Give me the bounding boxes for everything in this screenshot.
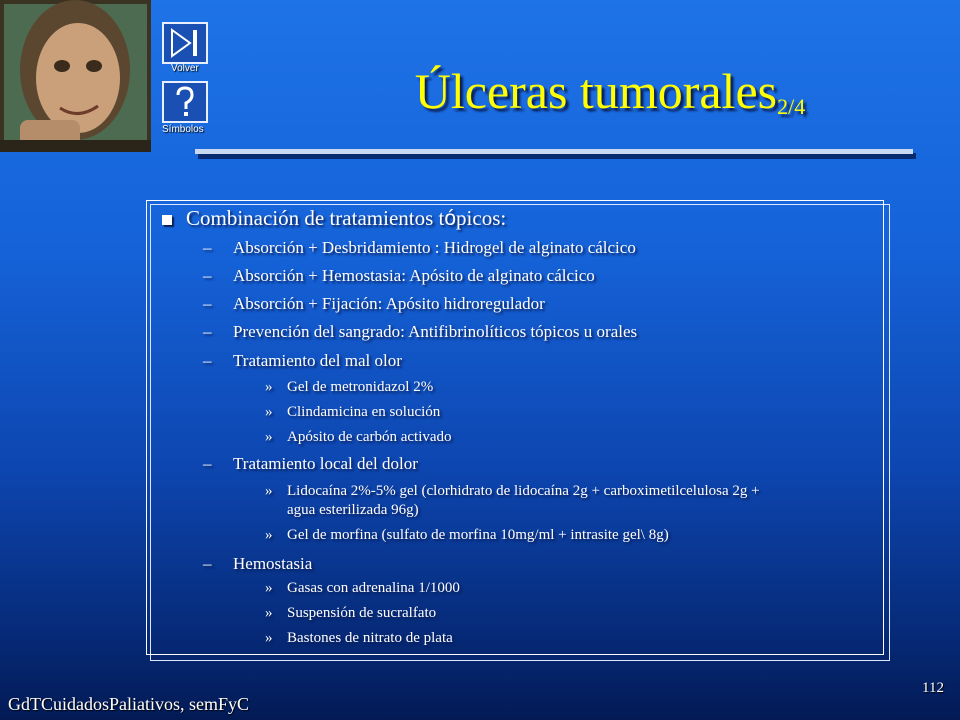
question-mark-icon: [164, 83, 206, 121]
sub-bullet-item: Absorción + Hemostasia: Apósito de alginato cálcico: [233, 266, 595, 285]
slide-title: [330, 62, 890, 120]
back-label: Volver: [171, 63, 199, 74]
footer-credit: GdTCuidadosPaliativos, semFyC: [8, 694, 250, 714]
square-bullet-icon: [162, 215, 172, 225]
chevron-marker: »: [265, 379, 273, 395]
detail-bullet-item: Bastones de nitrato de plata: [287, 630, 453, 646]
sub-bullet-item: Tratamiento local del dolor: [233, 454, 418, 473]
detail-bullet-item: agua esterilizada 96g): [287, 502, 419, 518]
sub-bullet-item: Hemostasia: [233, 554, 313, 573]
detail-bullet-item: Apósito de carbón activado: [287, 429, 452, 445]
dash-marker: –: [203, 294, 212, 313]
detail-bullet-item: Clindamicina en solución: [287, 404, 441, 420]
back-button[interactable]: [162, 22, 208, 64]
detail-bullet-item: Lidocaína 2%-5% gel (clorhidrato de lidocaína 2g + carboximetilcelulosa 2g +: [287, 483, 760, 499]
chevron-marker: »: [265, 527, 273, 543]
detail-bullet-item: Suspensión de sucralfato: [287, 605, 437, 621]
dash-marker: –: [203, 454, 212, 473]
symbols-label: Símbolos: [162, 124, 204, 135]
dash-marker: –: [203, 554, 212, 573]
main-bullet-heading: Combinación de tratamientos tópicos:: [186, 206, 507, 230]
sub-bullet-item: Absorción + Desbridamiento : Hidrogel de alginato cálcico: [233, 238, 636, 257]
dash-marker: –: [203, 351, 212, 370]
sub-bullet-item: Tratamiento del mal olor: [233, 351, 402, 370]
chevron-marker: »: [265, 429, 273, 445]
heading-accent: ó: [444, 207, 457, 230]
detail-bullet-item: Gel de morfina (sulfato de morfina 10mg/ml + intrasite gel\ 8g): [287, 527, 669, 543]
chevron-marker: »: [265, 580, 273, 596]
dash-marker: –: [203, 322, 212, 341]
chevron-marker: »: [265, 404, 273, 420]
chevron-marker: »: [265, 483, 273, 499]
dash-marker: –: [203, 266, 212, 285]
symbols-button[interactable]: [162, 81, 208, 123]
detail-bullet-item: Gasas con adrenalina 1/1000: [287, 580, 460, 596]
chevron-marker: »: [265, 630, 273, 646]
sub-bullet-item: Prevención del sangrado: Antifibrinolíticos tópicos u orales: [233, 322, 638, 341]
dash-marker: –: [203, 238, 212, 257]
back-to-start-icon: [164, 24, 206, 62]
title-underline: [195, 149, 913, 154]
title-subscript: 2/4: [777, 94, 806, 119]
portrait-illustration: [0, 0, 151, 152]
sub-bullet-item: Absorción + Fijación: Apósito hidroregulador: [233, 294, 545, 313]
title-text: Úlceras tumorales: [414, 63, 778, 119]
chevron-marker: »: [265, 605, 273, 621]
page-number: 112: [922, 680, 944, 696]
detail-bullet-item: Gel de metronidazol 2%: [287, 379, 434, 395]
